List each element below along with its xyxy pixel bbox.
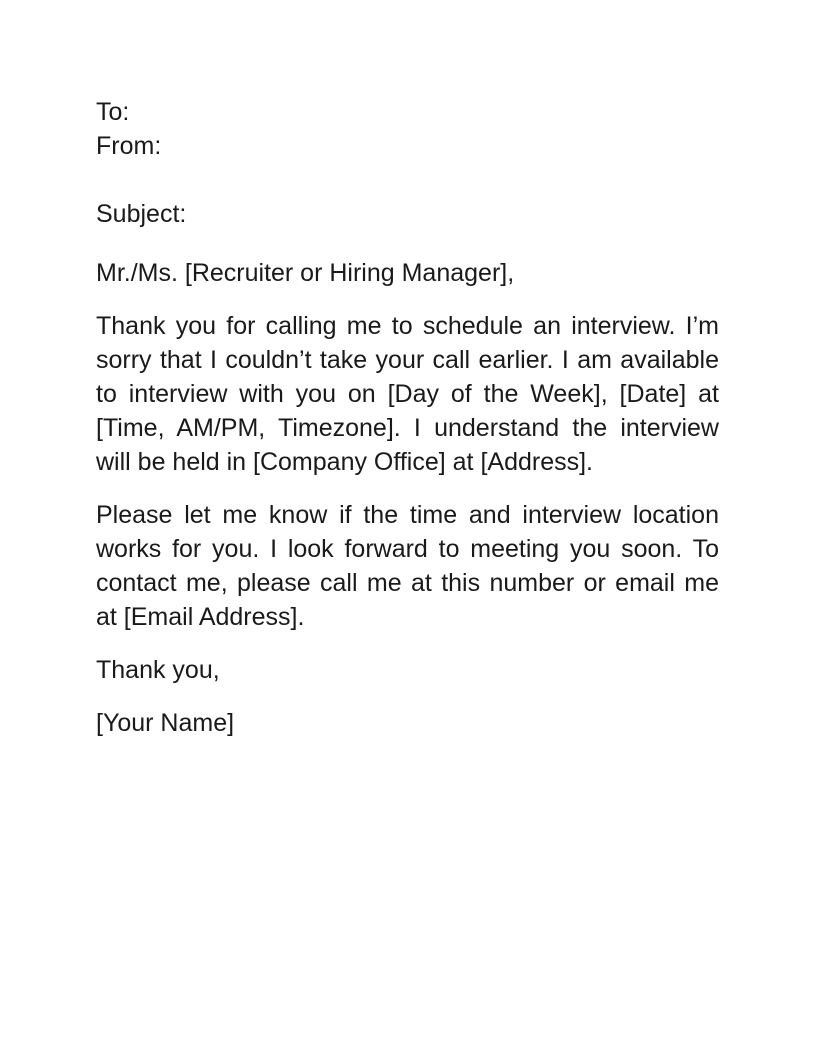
signature-name: [Your Name] [96,709,235,737]
paragraph-contact: Please let me know if the time and interview location works for you. I look forward to meeting you soon. To contact me, please call me at this number or email me at [Email Address]. [96,501,719,631]
from-label: From: [96,132,162,160]
paragraph-schedule: Thank you for calling me to schedule an interview. I’m sorry that I couldn’t take your call earlier. I am available to interview with you on [Day of the Week], [Date] at [Time, AM/PM, Timezone]. I understand the interview will be held in [Company Office] at [Address]. [96,312,719,476]
closing: Thank you, [96,656,220,684]
letter-body [96,95,719,740]
to-label: To: [96,98,130,126]
subject-label: Subject: [96,200,187,228]
salutation: Mr./Ms. [Recruiter or Hiring Manager], [96,259,515,287]
